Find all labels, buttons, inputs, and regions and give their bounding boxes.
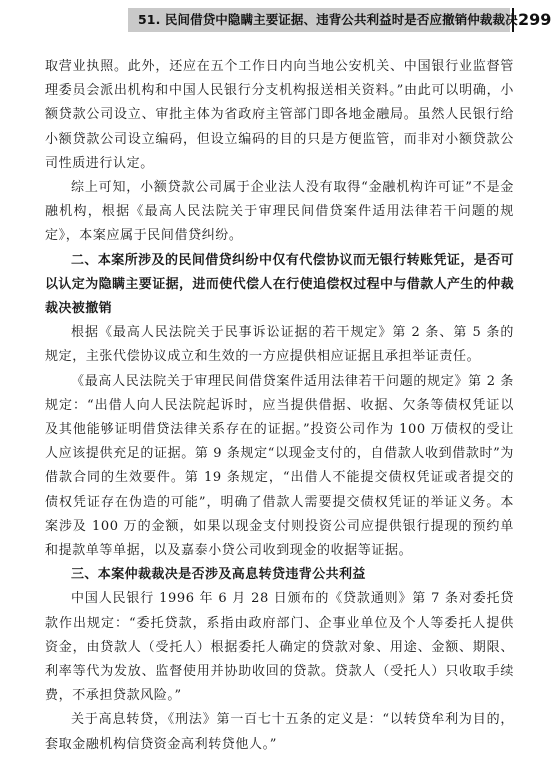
page-header <box>0 0 558 40</box>
paragraph: 关于高息转贷，《刑法》第一百七十五条的定义是：“以转贷牟利为目的，套取金融机构信贷资金高利转贷他人。” <box>45 712 514 752</box>
section-heading-3: 三、本案仲裁裁决是否涉及高息转贷违背公共利益 <box>71 567 366 583</box>
section-heading-2: 二、本案所涉及的民间借贷纠纷中仅有代偿协议而无银行转账凭证，是否可以认定为隐瞒主要证据，进而使代偿人在行使追偿权过程中与借款人产生的仲裁裁决被撤销 <box>45 252 515 317</box>
paragraph: 取营业执照。此外，还应在五个工作日内向当地公安机关、中国银行业监督管理委员会派出机构和中国人民银行分支机构报送相关资料。”由此可以明确，小额贷款公司设立、审批主体为省政府主管部门即各地金融局。虽然人民银行给小额贷款公司设立编码，但设立编码的目的只是方便监管，而非对小额贷款公司性质进行认定。 <box>45 59 514 171</box>
paragraph: 中国人民银行 1996 年 6 月 28 日颁布的《贷款通则》第 7 条对委托贷款作出规定：“委托贷款，系指由政府部门、企事业单位及个人等委托人提供资金，由贷款人（受托人）根据委托人确定的贷款对象、用途、金额、期限、利率等代为发放、监督使用并协助收回的贷款。贷款人（受托人）只收取手续费，不承担贷款风险。” <box>45 591 514 704</box>
page-body <box>45 55 514 757</box>
paragraph: 综上可知，小额贷款公司属于企业法人没有取得“金融机构许可证”不是金融机构，根据《最高人民法院关于审理民间借贷案件适用法律若干问题的规定》，本案应属于民间借贷纠纷。 <box>45 180 514 244</box>
paragraph: 《最高人民法院关于审理民间借贷案件适用法律若干问题的规定》第 2 条规定：“出借人向人民法院起诉时，应当提供借据、收据、欠条等债权凭证以及其他能够证明借贷法律关系存在的证据。”投资公司作为 100 万债权的受让人应该提供充足的证据。第 9 条规定“以现金支付的，自借款人收到借款时”为借款合同的生效要件。第 19 条规定，“出借人不能提交债权凭证或者提交的债权凭证存在伪造的可能”，明确了借款人需要提交债权凭证的举证义务。本案涉及 100 万的金额，如果以现金支付则投资公司应提供银行提现的预约单和提款单等单据，以及嘉泰小贷公司收到现金的收据等证据。 <box>45 373 514 559</box>
paragraph: 根据《最高人民法院关于民事诉讼证据的若干规定》第 2 条、第 5 条的规定，主张代偿协议成立和生效的一方应提供相应证据且承担举证责任。 <box>45 325 514 365</box>
page-number: 299 <box>512 8 558 32</box>
running-title: 51. 民间借贷中隐瞒主要证据、违背公共利益时是否应撤销仲裁裁决 <box>138 12 518 27</box>
